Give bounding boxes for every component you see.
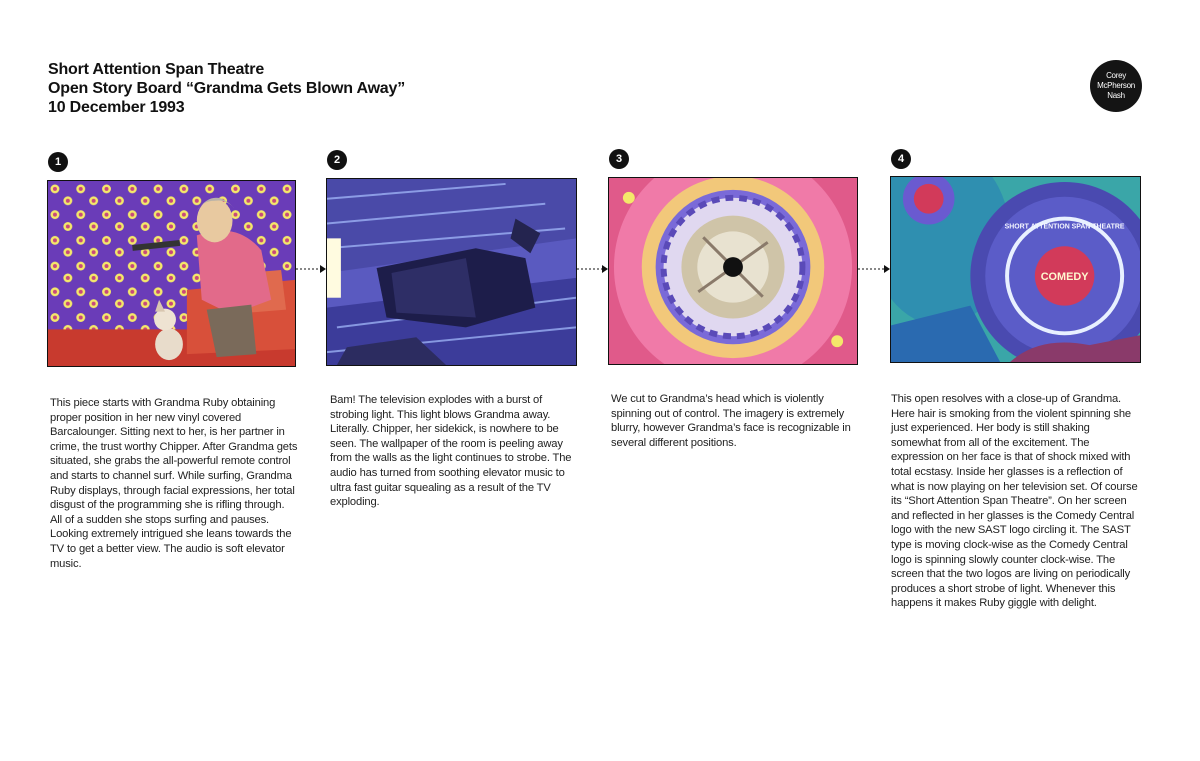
frame-number-3: 3 [609,149,629,169]
badge-line-2: McPherson [1097,81,1135,90]
storyboard-frame-1 [47,180,296,367]
frame-number-4: 4 [891,149,911,169]
arrow-2-to-3 [577,265,608,273]
badge-line-1: Corey [1106,71,1126,80]
storyboard-date: 10 December 1993 [48,99,185,116]
arrow-3-to-4 [858,265,890,273]
frame-2-caption: Bam! The television explodes with a burst of strobing light. This light blows Grandma away. Literally. Chipper, her sidekick, is nowhere to be seen. The wallpaper of the room is peeling away from the walls as the light continues to strobe. The audio has turned from soothing elevator music to ultra fast guitar squealing as a result of the TV exploding. [330,394,572,509]
storyboard-title: Open Story Board “Grandma Gets Blown Away” [48,80,406,97]
frame-number-2: 2 [327,150,347,170]
frame-1-caption: This piece starts with Grandma Ruby obtaining proper position in her new vinyl covered Barcalounger. Sitting next to her, is her partner in crime, the trust worthy Chipper. After Grandma gets situated, she grabs the all-powerful remote control and starts to channel surf. While surfing, Grandma Ruby displays, through facial expressions, her total disgust of the programming she is rifling through. All of a sudden she stops surfing and pauses. Looking extremely intrigued she leans towards the TV to get a better view. The audio is soft elevator music. [50,397,298,570]
storyboard-frame-4 [890,176,1141,363]
show-title: Short Attention Span Theatre [48,61,265,78]
frame-number-1: 1 [48,152,68,172]
agency-badge [1090,60,1142,112]
frame-4-caption: This open resolves with a close-up of Grandma. Here hair is smoking from the violent spinning she just experienced. Her body is still shaking somewhat from all of the excitement. The expression on her face is that of shock mixed with total ecstasy. Inside her glasses is a reflection of what is now playing on her television set. Of course its “Short Attention Span Theatre”. On her screen and reflected in her glasses is the Comedy Central logo with the new SAST logo circling it. The SAST type is moving clock-wise as the Comedy Central logo is spinning slowly counter clock-wise. The screen that the two logos are living on periodically produces a short strobe of light. Whenever this happens it makes Ruby giggle with delight. [891,393,1138,610]
frame-3-caption: We cut to Grandma’s head which is violently spinning out of control. The imagery is extremely blurry, however Grandma’s face is recognizable in several different positions. [611,393,851,449]
sast-ring-text: SHORT ATTENTION SPAN THEATRE [1004,223,1125,231]
comedy-central-logo: COMEDY [1040,270,1089,283]
spinning-head-illustration [609,178,857,364]
arrow-1-to-2 [296,265,326,273]
grandma-lounger-illustration [48,181,295,366]
storyboard-frame-2 [326,178,577,366]
tv-explosion-illustration [327,179,576,365]
closeup-glasses-illustration [891,177,1140,362]
badge-line-3: Nash [1107,91,1125,100]
document-header [48,60,405,117]
storyboard-frame-3 [608,177,858,365]
